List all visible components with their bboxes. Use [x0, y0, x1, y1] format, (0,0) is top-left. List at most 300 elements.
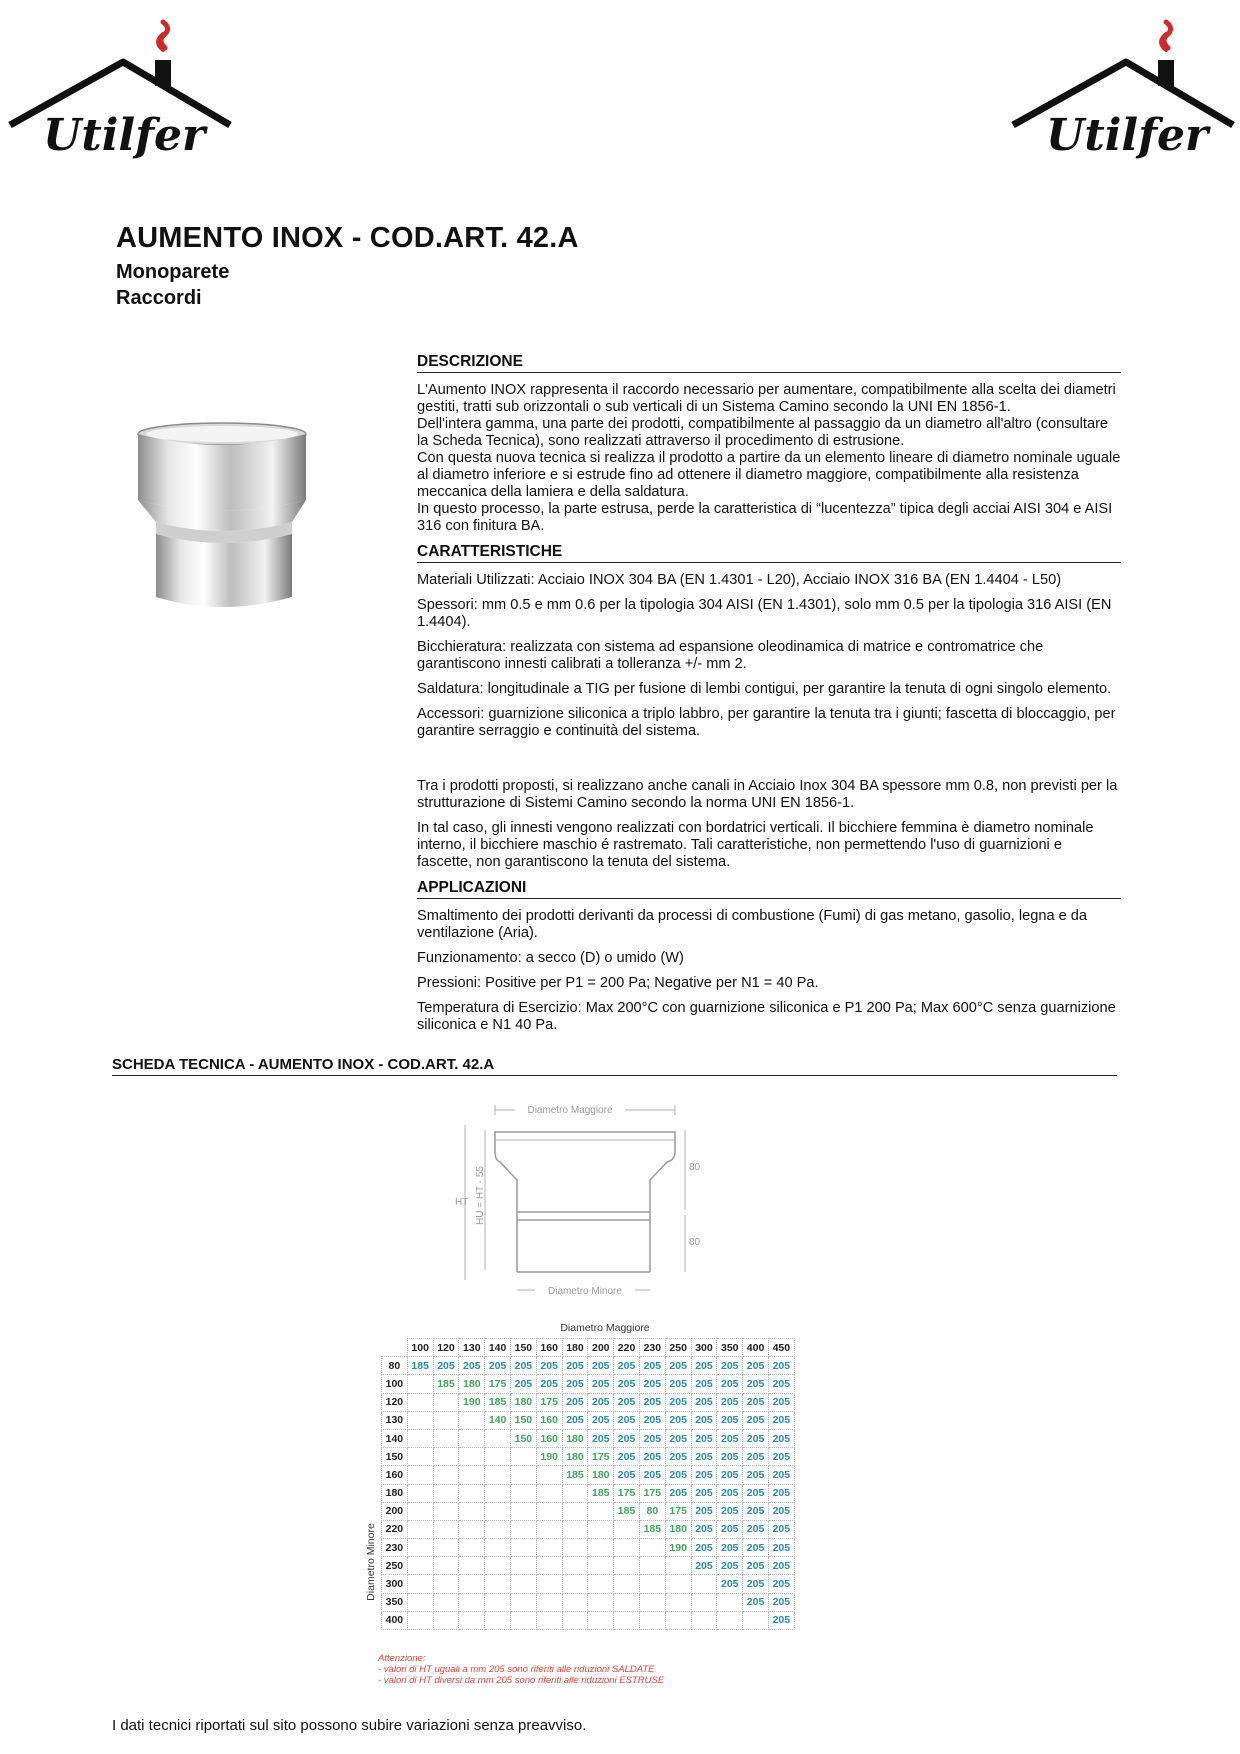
table-cell: 160 [536, 1429, 562, 1447]
table-cell: 205 [691, 1484, 717, 1502]
column-header: 160 [536, 1339, 562, 1357]
table-row [382, 1539, 795, 1557]
row-header: 130 [382, 1411, 408, 1429]
row-header: 400 [382, 1611, 408, 1629]
table-row [382, 1357, 795, 1375]
table-cell [407, 1539, 433, 1557]
table-cell: 205 [639, 1466, 665, 1484]
table-cell [562, 1502, 588, 1520]
table-cell [562, 1593, 588, 1611]
table-cell: 180 [562, 1429, 588, 1447]
table-cell: 205 [588, 1375, 614, 1393]
applicazioni-item: Funzionamento: a secco (D) o umido (W) [417, 950, 684, 966]
table-cell: 185 [433, 1375, 459, 1393]
table-cell: 205 [768, 1411, 794, 1429]
table-cell: 205 [717, 1557, 743, 1575]
table-cell [459, 1520, 485, 1538]
table-cell: 160 [536, 1411, 562, 1429]
table-cell: 180 [459, 1375, 485, 1393]
table-cell: 180 [562, 1448, 588, 1466]
table-cell: 205 [691, 1520, 717, 1538]
table-cell: 205 [743, 1557, 769, 1575]
table-cell [536, 1557, 562, 1575]
table-cell [407, 1429, 433, 1447]
table-cell [485, 1611, 511, 1629]
column-header: 140 [485, 1339, 511, 1357]
table-cell: 205 [768, 1448, 794, 1466]
table-cell: 185 [407, 1357, 433, 1375]
table-cell [562, 1611, 588, 1629]
table-cell: 205 [768, 1393, 794, 1411]
table-cell: 205 [743, 1357, 769, 1375]
table-cell: 205 [665, 1375, 691, 1393]
table-cell: 205 [691, 1429, 717, 1447]
descrizione-heading: DESCRIZIONE [417, 353, 1121, 373]
table-cell: 205 [562, 1357, 588, 1375]
table-cell [407, 1575, 433, 1593]
table-cell [691, 1611, 717, 1629]
table-cell: 205 [743, 1593, 769, 1611]
table-cell: 205 [639, 1393, 665, 1411]
table-cell: 205 [717, 1502, 743, 1520]
table-cell [639, 1575, 665, 1593]
table-cell: 205 [743, 1429, 769, 1447]
table-cell: 205 [691, 1466, 717, 1484]
table-cell [717, 1611, 743, 1629]
table-cell: 205 [562, 1375, 588, 1393]
table-cell [433, 1611, 459, 1629]
table-cell [510, 1448, 536, 1466]
table-cell [665, 1575, 691, 1593]
table-cell: 205 [691, 1357, 717, 1375]
column-header: 400 [743, 1339, 769, 1357]
table-cell: 205 [768, 1539, 794, 1557]
table-cell [485, 1520, 511, 1538]
table-cell [485, 1557, 511, 1575]
table-cell: 205 [717, 1411, 743, 1429]
table-cell: 180 [510, 1393, 536, 1411]
table-cell [459, 1502, 485, 1520]
caratteristiche-item: Spessori: mm 0.5 e mm 0.6 per la tipologia 304 AISI (EN 1.4301), solo mm 0.5 per la tipologia 316 AISI (EN 1.4404). [417, 597, 1112, 630]
caratteristiche-extra: In tal caso, gli innesti vengono realizzati con bordatrici verticali. Il bicchiere femmina è diametro nominale interno, il bicchiere maschio é rastremato. Tali caratteristiche, non permettendo l'uso di guarnizioni e fascette, non garantiscono la tenuta del sistema. [417, 820, 1094, 870]
table-cell [433, 1429, 459, 1447]
logo-text: Utilfer [1046, 110, 1209, 160]
column-header: 220 [614, 1339, 640, 1357]
table-cell: 205 [614, 1466, 640, 1484]
table-cell: 205 [665, 1393, 691, 1411]
applicazioni-item: Temperatura di Esercizio: Max 200°C con guarnizione siliconica e P1 200 Pa; Max 600°C senza guarnizione siliconica e N1 40 Pa. [417, 1000, 1116, 1033]
table-cell: 205 [768, 1593, 794, 1611]
table-cell [433, 1575, 459, 1593]
caratteristiche-item: Bicchieratura: realizzata con sistema ad espansione oleodinamica di matrice e contromatrice che garantiscono innesti calibrati a tolleranza +/- mm 2. [417, 639, 1044, 672]
table-cell [407, 1375, 433, 1393]
table-cell [407, 1593, 433, 1611]
table-cell: 205 [639, 1448, 665, 1466]
table-cell: 175 [485, 1375, 511, 1393]
row-header: 120 [382, 1393, 408, 1411]
table-cell: 205 [768, 1575, 794, 1593]
table-cell [639, 1593, 665, 1611]
table-cell: 205 [768, 1466, 794, 1484]
table-cell: 205 [717, 1520, 743, 1538]
table-cell: 205 [743, 1484, 769, 1502]
column-header: 130 [459, 1339, 485, 1357]
diagram-hu-label: HU = HT - 55 [475, 1166, 486, 1225]
table-cell [510, 1484, 536, 1502]
table-cell: 205 [743, 1448, 769, 1466]
table-cell [485, 1448, 511, 1466]
column-header: 100 [407, 1339, 433, 1357]
table-cell [459, 1429, 485, 1447]
table-cell: 185 [562, 1466, 588, 1484]
table-row [382, 1557, 795, 1575]
table-row [382, 1502, 795, 1520]
table-cell [717, 1593, 743, 1611]
table-cell [459, 1593, 485, 1611]
table-cell [510, 1575, 536, 1593]
table-cell [665, 1593, 691, 1611]
table-cell: 180 [665, 1520, 691, 1538]
table-cell: 205 [717, 1484, 743, 1502]
table-cell: 205 [743, 1502, 769, 1520]
table-cell: 205 [614, 1448, 640, 1466]
table-cell: 185 [588, 1484, 614, 1502]
table-cell: 205 [691, 1448, 717, 1466]
table-cell: 205 [485, 1357, 511, 1375]
table-cell [407, 1448, 433, 1466]
column-header: 450 [768, 1339, 794, 1357]
caratteristiche-extra: Tra i prodotti proposti, si realizzano anche canali in Acciaio Inox 304 BA spessore mm 0.8, non previsti per la strutturazione di Sistemi Camino secondo la norma UNI EN 1856-1. [417, 778, 1118, 811]
diagram-bottom-label: Diametro Minore [548, 1286, 622, 1297]
table-cell [510, 1593, 536, 1611]
table-cell [639, 1611, 665, 1629]
table-cell: 205 [717, 1429, 743, 1447]
table-cell: 205 [665, 1484, 691, 1502]
table-cell [588, 1611, 614, 1629]
table-cell: 205 [743, 1393, 769, 1411]
table-row [382, 1375, 795, 1393]
table-cell [433, 1448, 459, 1466]
notes-heading: Attenzione: [378, 1653, 426, 1664]
table-cell: 205 [768, 1484, 794, 1502]
column-axis-label: Diametro Maggiore [560, 1322, 650, 1334]
content-column [417, 353, 1121, 1042]
row-header: 150 [382, 1448, 408, 1466]
table-cell: 205 [562, 1393, 588, 1411]
caratteristiche-heading: CARATTERISTICHE [417, 543, 1121, 563]
row-header: 300 [382, 1575, 408, 1593]
diagram-ht-label: HT [455, 1197, 469, 1208]
table-cell [536, 1593, 562, 1611]
table-cell: 175 [665, 1502, 691, 1520]
table-cell: 205 [743, 1520, 769, 1538]
table-cell: 205 [588, 1429, 614, 1447]
table-cell [562, 1520, 588, 1538]
table-cell [407, 1484, 433, 1502]
table-cell: 205 [691, 1539, 717, 1557]
table-cell [433, 1502, 459, 1520]
title-block [116, 222, 579, 310]
table-cell: 205 [691, 1375, 717, 1393]
row-header: 100 [382, 1375, 408, 1393]
table-cell [485, 1539, 511, 1557]
table-cell [485, 1593, 511, 1611]
table-cell [614, 1611, 640, 1629]
table-cell: 205 [768, 1357, 794, 1375]
table-row [382, 1593, 795, 1611]
table-cell: 205 [717, 1375, 743, 1393]
table-cell [614, 1557, 640, 1575]
table-cell: 205 [459, 1357, 485, 1375]
table-cell: 205 [588, 1357, 614, 1375]
diagram-dim-upper: 80 [689, 1162, 701, 1173]
table-cell [433, 1393, 459, 1411]
table-cell: 205 [614, 1429, 640, 1447]
applicazioni-item: Pressioni: Positive per P1 = 200 Pa; Negative per N1 = 40 Pa. [417, 975, 819, 991]
table-cell: 205 [639, 1411, 665, 1429]
table-cell: 205 [665, 1357, 691, 1375]
table-cell [743, 1611, 769, 1629]
descrizione-paragraph: In questo processo, la parte estrusa, perde la caratteristica di “lucentezza” tipica degli acciai AISI 304 e AISI 316 con finitura BA. [417, 501, 1113, 534]
table-cell [588, 1502, 614, 1520]
table-cell [510, 1539, 536, 1557]
table-cell [588, 1557, 614, 1575]
logo-text: Utilfer [43, 110, 206, 160]
table-cell [588, 1593, 614, 1611]
table-cell [536, 1520, 562, 1538]
table-row [382, 1575, 795, 1593]
table-cell [639, 1557, 665, 1575]
table-cell [588, 1575, 614, 1593]
table-cell: 205 [665, 1466, 691, 1484]
table-cell [407, 1393, 433, 1411]
table-cell [459, 1539, 485, 1557]
table-cell: 80 [639, 1502, 665, 1520]
table-cell: 205 [691, 1502, 717, 1520]
table-cell: 205 [717, 1448, 743, 1466]
ht-table [381, 1338, 795, 1630]
table-cell: 205 [510, 1357, 536, 1375]
scheda-tecnica-title: SCHEDA TECNICA - AUMENTO INOX - COD.ART. 42.A [112, 1056, 1117, 1076]
table-row [382, 1429, 795, 1447]
table-row [382, 1448, 795, 1466]
table-cell: 205 [433, 1357, 459, 1375]
table-cell [407, 1520, 433, 1538]
table-cell: 205 [768, 1429, 794, 1447]
table-cell: 205 [510, 1375, 536, 1393]
page-title: AUMENTO INOX - COD.ART. 42.A [116, 222, 579, 254]
table-cell [536, 1539, 562, 1557]
table-row [382, 1520, 795, 1538]
table-cell: 205 [691, 1393, 717, 1411]
table-cell: 140 [485, 1411, 511, 1429]
table-cell: 205 [639, 1375, 665, 1393]
column-header: 120 [433, 1339, 459, 1357]
table-cell [485, 1429, 511, 1447]
descrizione-paragraph: Dell'intera gamma, una parte dei prodotti, compatibilmente al passaggio da un diametro all'altro (consultare la Scheda Tecnica), sono realizzati attraverso il procedimento di estrusione. [417, 416, 1109, 449]
table-cell [536, 1466, 562, 1484]
technical-drawing [455, 1100, 705, 1305]
table-cell [433, 1466, 459, 1484]
descrizione-paragraph: L'Aumento INOX rappresenta il raccordo necessario per aumentare, compatibilmente alla scelta dei diametri gestiti, tratti sub orizzontali o sub verticali di un Sistema Camino secondo la UNI EN 1856-1. [417, 382, 1116, 415]
table-cell [459, 1466, 485, 1484]
table-cell [485, 1502, 511, 1520]
table-cell [433, 1411, 459, 1429]
table-cell: 205 [717, 1393, 743, 1411]
utilfer-logo-right [1008, 10, 1238, 160]
row-header: 180 [382, 1484, 408, 1502]
table-corner [382, 1339, 408, 1357]
diagram-top-label: Diametro Maggiore [527, 1105, 613, 1116]
table-cell: 205 [614, 1375, 640, 1393]
table-cell: 190 [459, 1393, 485, 1411]
table-cell: 190 [536, 1448, 562, 1466]
row-header: 160 [382, 1466, 408, 1484]
table-cell: 205 [691, 1557, 717, 1575]
table-cell [562, 1539, 588, 1557]
row-axis-label: Diametro Minore [365, 1523, 377, 1601]
row-header: 250 [382, 1557, 408, 1575]
table-cell [459, 1557, 485, 1575]
table-cell: 150 [510, 1411, 536, 1429]
table-cell [407, 1466, 433, 1484]
table-cell [614, 1575, 640, 1593]
table-row [382, 1466, 795, 1484]
table-cell: 175 [536, 1393, 562, 1411]
table-cell: 205 [562, 1411, 588, 1429]
table-cell: 205 [536, 1357, 562, 1375]
table-cell: 205 [768, 1611, 794, 1629]
row-header: 230 [382, 1539, 408, 1557]
table-cell [691, 1575, 717, 1593]
table-cell [433, 1484, 459, 1502]
page-category: Raccordi [116, 287, 202, 309]
table-cell [536, 1611, 562, 1629]
table-cell: 205 [691, 1411, 717, 1429]
table-row [382, 1393, 795, 1411]
table-cell: 205 [536, 1375, 562, 1393]
table-cell [485, 1466, 511, 1484]
column-header: 200 [588, 1339, 614, 1357]
table-cell: 175 [614, 1484, 640, 1502]
table-cell: 205 [639, 1429, 665, 1447]
table-cell: 205 [768, 1502, 794, 1520]
table-cell: 175 [588, 1448, 614, 1466]
descrizione-paragraph: Con questa nuova tecnica si realizza il prodotto a partire da un elemento lineare di diametro nominale uguale al diametro inferiore e si estrude fino ad ottenere il diametro maggiore, compatibilmente alla resistenza meccanica della lamiera e della saldatura. [417, 450, 1121, 500]
table-cell [459, 1411, 485, 1429]
caratteristiche-item: Saldatura: longitudinale a TIG per fusione di lembi contigui, per garantire la tenuta di ogni singolo elemento. [417, 681, 1112, 697]
row-header: 220 [382, 1520, 408, 1538]
table-cell [562, 1484, 588, 1502]
page-subtitle: Monoparete [116, 261, 230, 283]
table-cell: 205 [743, 1575, 769, 1593]
table-cell [614, 1539, 640, 1557]
table-cell [665, 1611, 691, 1629]
table-cell: 205 [768, 1375, 794, 1393]
table-cell [510, 1557, 536, 1575]
table-cell [536, 1575, 562, 1593]
table-cell [691, 1593, 717, 1611]
table-cell: 190 [665, 1539, 691, 1557]
table-cell [407, 1557, 433, 1575]
table-cell [510, 1466, 536, 1484]
table-cell: 205 [614, 1411, 640, 1429]
column-header: 300 [691, 1339, 717, 1357]
table-cell [536, 1502, 562, 1520]
product-image [130, 422, 315, 617]
table-cell [433, 1593, 459, 1611]
footer-disclaimer: I dati tecnici riportati sul sito possono subire variazioni senza preavviso. [112, 1717, 587, 1734]
ht-table-block [365, 1322, 805, 1627]
table-cell: 205 [768, 1520, 794, 1538]
table-cell: 205 [614, 1393, 640, 1411]
utilfer-logo-left [5, 10, 235, 160]
table-cell: 185 [614, 1502, 640, 1520]
caratteristiche-item: Accessori: guarnizione siliconica a triplo labbro, per garantire la tenuta tra i giunti; fascetta di bloccaggio, per garantire serraggio e continuità del sistema. [417, 706, 1116, 739]
table-cell: 205 [743, 1411, 769, 1429]
table-cell: 205 [717, 1539, 743, 1557]
table-cell [407, 1611, 433, 1629]
table-cell: 205 [614, 1357, 640, 1375]
table-cell: 205 [588, 1411, 614, 1429]
table-cell [510, 1502, 536, 1520]
table-cell [433, 1557, 459, 1575]
column-header: 230 [639, 1339, 665, 1357]
table-cell [407, 1502, 433, 1520]
table-cell: 205 [665, 1411, 691, 1429]
table-cell: 185 [485, 1393, 511, 1411]
table-cell [588, 1539, 614, 1557]
diagram-dim-lower: 80 [689, 1237, 701, 1248]
table-cell: 205 [665, 1448, 691, 1466]
table-notes [378, 1653, 664, 1686]
table-cell [407, 1411, 433, 1429]
table-cell [639, 1539, 665, 1557]
table-cell [459, 1575, 485, 1593]
caratteristiche-item: Materiali Utilizzati: Acciaio INOX 304 BA (EN 1.4301 - L20), Acciaio INOX 316 BA (EN 1.4404 - L50) [417, 572, 1062, 588]
column-header: 150 [510, 1339, 536, 1357]
table-cell [562, 1575, 588, 1593]
table-cell: 205 [665, 1429, 691, 1447]
table-cell [510, 1611, 536, 1629]
row-header: 80 [382, 1357, 408, 1375]
table-cell: 150 [510, 1429, 536, 1447]
column-header: 250 [665, 1339, 691, 1357]
table-cell [459, 1448, 485, 1466]
table-cell [485, 1484, 511, 1502]
table-cell: 205 [588, 1393, 614, 1411]
row-header: 140 [382, 1429, 408, 1447]
column-header: 180 [562, 1339, 588, 1357]
table-cell [614, 1520, 640, 1538]
table-cell [433, 1520, 459, 1538]
table-cell [485, 1575, 511, 1593]
table-cell [562, 1557, 588, 1575]
table-cell [614, 1593, 640, 1611]
table-cell: 205 [743, 1375, 769, 1393]
table-cell: 175 [639, 1484, 665, 1502]
table-row [382, 1411, 795, 1429]
table-cell: 205 [639, 1357, 665, 1375]
table-cell [665, 1557, 691, 1575]
table-cell [510, 1520, 536, 1538]
table-cell: 205 [717, 1357, 743, 1375]
table-cell [536, 1484, 562, 1502]
notes-line: - valori di HT uguali a mm 205 sono riferiti alle riduzioni SALDATE [378, 1664, 655, 1675]
notes-line: - valori di HT diversi da mm 205 sono riferiti alle riduzioni ESTRUSE [378, 1675, 665, 1686]
row-header: 200 [382, 1502, 408, 1520]
column-header: 350 [717, 1339, 743, 1357]
